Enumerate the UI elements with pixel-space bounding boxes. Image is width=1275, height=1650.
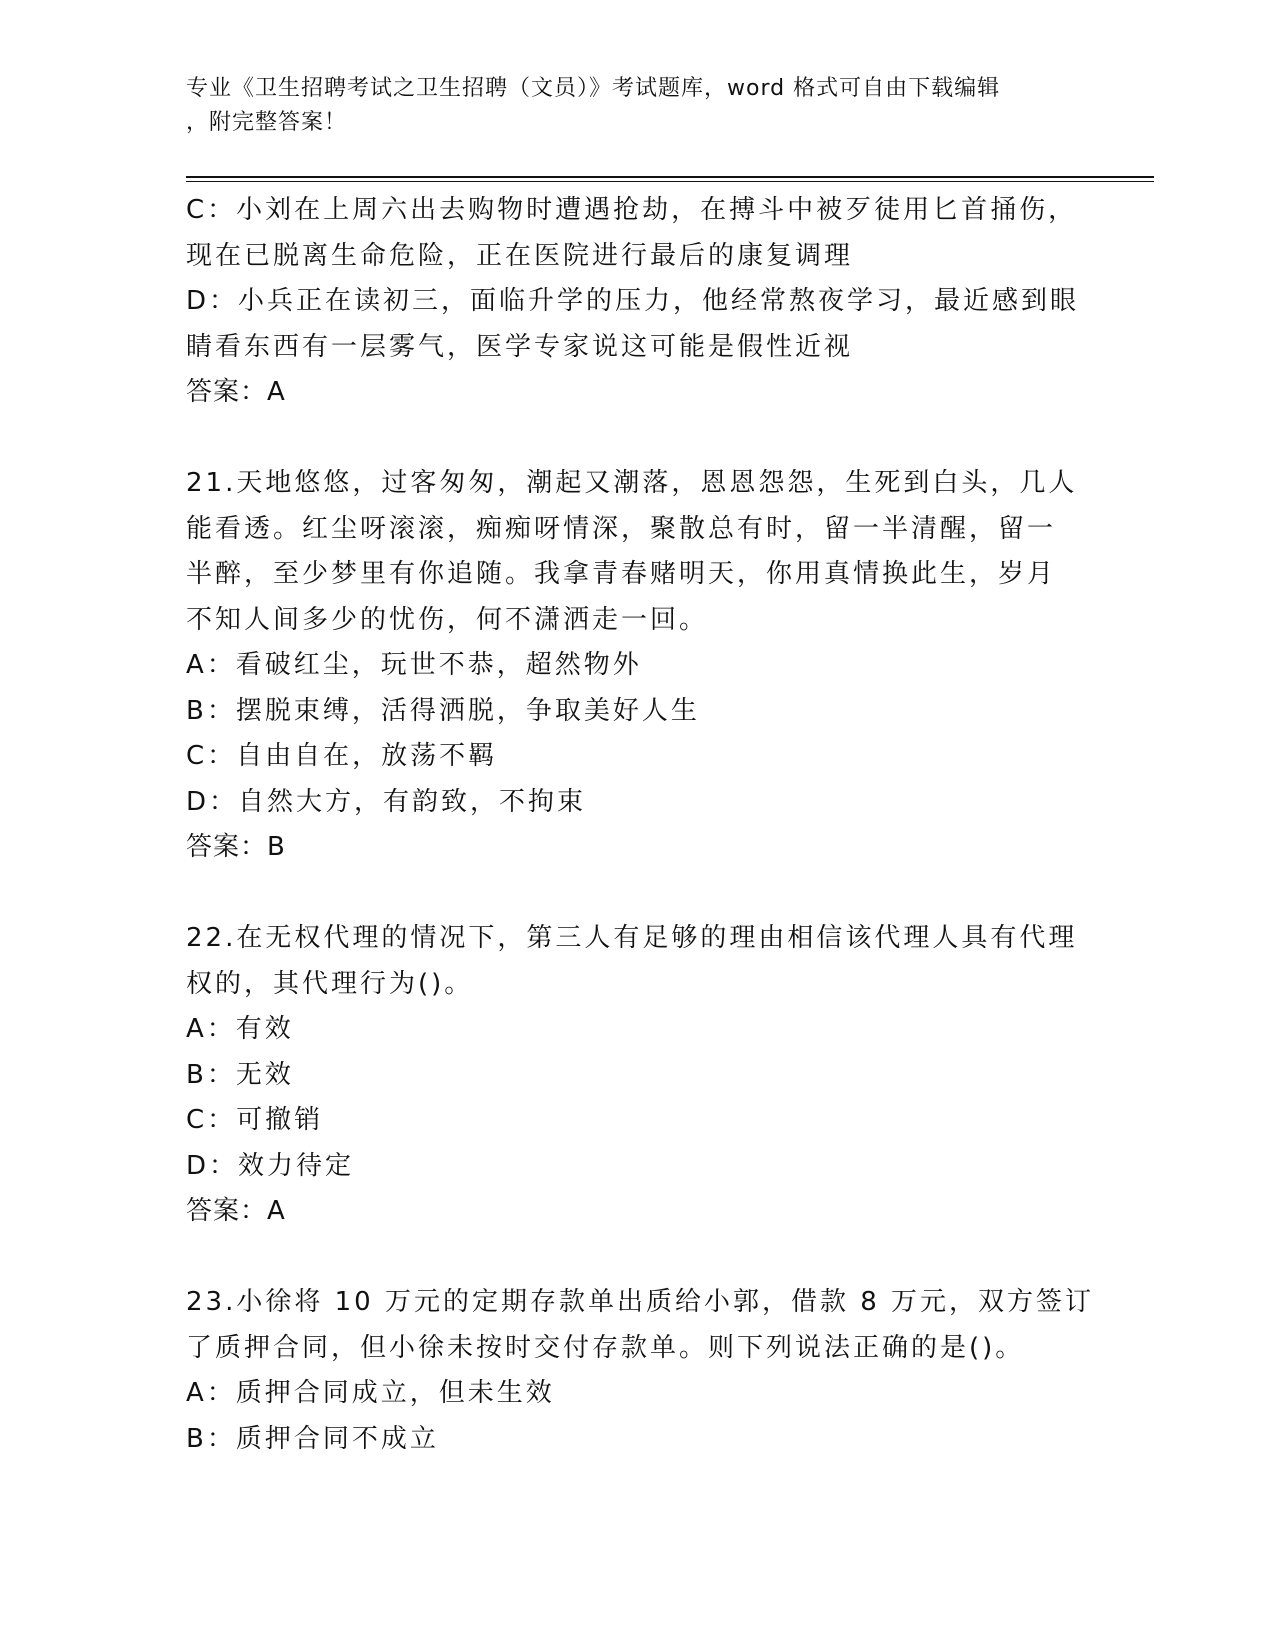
q21-stem-line-1: 21.天地悠悠，过客匆匆，潮起又潮落，恩恩怨怨，生死到白头，几人 xyxy=(186,468,1078,498)
q22-option-c: C：可撤销 xyxy=(186,1105,324,1135)
q20-option-c-line-1: C：小刘在上周六出去购物时遭遇抢劫，在搏斗中被歹徒用匕首捅伤， xyxy=(186,195,1078,225)
q23-stem-line-2: 了质押合同，但小徐未按时交付存款单。则下列说法正确的是()。 xyxy=(186,1332,1025,1363)
question-20-tail xyxy=(186,188,1086,416)
question-22 xyxy=(186,916,1086,1235)
q22-stem-line-2: 权的，其代理行为()。 xyxy=(186,968,474,999)
q21-answer: 答案：B xyxy=(186,832,286,862)
q21-option-a: A：看破红尘，玩世不恭，超然物外 xyxy=(186,650,642,680)
q23-option-a: A：质押合同成立，但未生效 xyxy=(186,1378,555,1408)
q21-stem-line-4: 不知人间多少的忧伤，何不潇洒走一回。 xyxy=(186,604,709,635)
q21-option-b: B：摆脱束缚，活得洒脱，争取美好人生 xyxy=(186,695,700,726)
q20-option-d-line-1: D：小兵正在读初三，面临升学的压力，他经常熬夜学习，最近感到眼 xyxy=(186,286,1080,316)
document-header xyxy=(186,72,1066,140)
spacer xyxy=(186,1235,1086,1281)
q21-stem-line-3: 半醉，至少梦里有你追随。我拿青春赌明天，你用真情换此生，岁月 xyxy=(186,559,1057,589)
q21-stem-line-2: 能看透。红尘呀滚滚，痴痴呀情深，聚散总有时，留一半清醒，留一 xyxy=(186,513,1057,544)
q23-stem-line-1: 23.小徐将 10 万元的定期存款单出质给小郭，借款 8 万元，双方签订 xyxy=(186,1287,1095,1317)
question-23 xyxy=(186,1280,1095,1462)
spacer xyxy=(186,416,1086,462)
q23-option-b: B：质押合同不成立 xyxy=(186,1423,439,1454)
q21-option-d: D：自然大方，有韵致，不拘束 xyxy=(186,786,587,817)
q20-answer: 答案：A xyxy=(186,377,286,407)
q20-option-c-line-2: 现在已脱离生命危险，正在医院进行最后的康复调理 xyxy=(186,240,854,271)
q21-option-c: C：自由自在，放荡不羁 xyxy=(186,741,498,771)
q22-option-b: B：无效 xyxy=(186,1059,294,1090)
q22-stem-line-1: 22.在无权代理的情况下，第三人有足够的理由相信该代理人具有代理 xyxy=(186,923,1078,953)
question-21 xyxy=(186,461,1086,871)
spacer xyxy=(186,871,1086,917)
header-rule-thin xyxy=(186,181,1154,182)
header-line-2: ，附完整答案！ xyxy=(186,110,348,135)
header-line-1: 专业《卫生招聘考试之卫生招聘（文员）》考试题库，word 格式可自由下载编辑 xyxy=(186,76,1001,101)
header-rule-thick xyxy=(186,176,1154,178)
q22-option-d: D：效力待定 xyxy=(186,1150,355,1181)
document-body xyxy=(186,188,1095,1462)
q22-option-a: A：有效 xyxy=(186,1014,294,1044)
q22-answer: 答案：A xyxy=(186,1196,286,1226)
q20-option-d-line-2: 睛看东西有一层雾气，医学专家说这可能是假性近视 xyxy=(186,331,854,362)
